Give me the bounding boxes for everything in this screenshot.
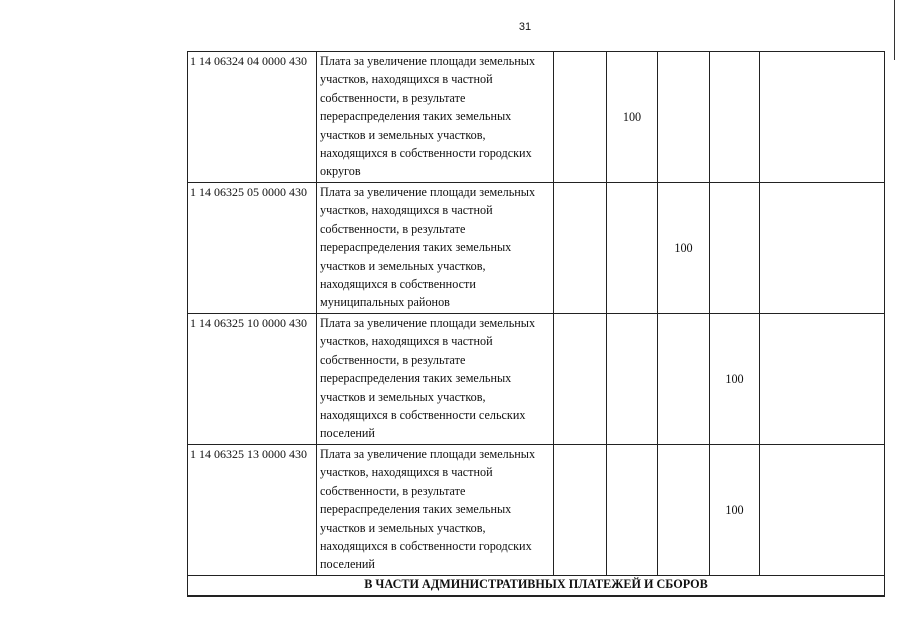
value-cell-1 [554,183,607,314]
value-cell-3 [658,445,710,576]
value-cell-2: 100 [607,52,658,183]
table-row [188,314,885,445]
value-cell-4 [710,183,760,314]
value-cell-2 [607,183,658,314]
value-cell-3 [658,52,710,183]
value-cell-4: 100 [710,445,760,576]
value-cell-2 [607,314,658,445]
table-row [188,52,885,183]
value-cell-4 [710,52,760,183]
revenue-table [187,51,885,597]
value-cell-5 [760,52,885,183]
value-cell-1 [554,314,607,445]
value-cell-1 [554,52,607,183]
description-cell: Плата за увеличение площади земельных участков, находящихся в частной собственности, в результате перераспределения таких земельных участков и земельных участков, находящихся в собственности муниципальных районов [317,183,554,314]
value-cell-2 [607,445,658,576]
value-cell-3 [658,314,710,445]
page-number: 31 [518,21,532,33]
value-cell-5 [760,445,885,576]
description-cell: Плата за увеличение площади земельных участков, находящихся в частной собственности, в результате перераспределения таких земельных участков и земельных участков, находящихся в собственности городских поселений [317,445,554,576]
budget-code-cell: 1 14 06324 04 0000 430 [188,52,317,183]
description-cell: Плата за увеличение площади земельных участков, находящихся в частной собственности, в результате перераспределения таких земельных участков и земельных участков, находящихся в собственности городских округов [317,52,554,183]
table-body [188,52,885,597]
value-cell-5 [760,183,885,314]
revenue-table-container [187,51,884,597]
value-cell-4: 100 [710,314,760,445]
section-heading-row [188,576,885,597]
budget-code-cell: 1 14 06325 05 0000 430 [188,183,317,314]
value-cell-5 [760,314,885,445]
table-row [188,445,885,576]
table-row [188,183,885,314]
description-cell: Плата за увеличение площади земельных участков, находящихся в частной собственности, в результате перераспределения таких земельных участков и земельных участков, находящихся в собственности сельских поселений [317,314,554,445]
budget-code-cell: 1 14 06325 10 0000 430 [188,314,317,445]
section-heading: В ЧАСТИ АДМИНИСТРАТИВНЫХ ПЛАТЕЖЕЙ И СБОРОВ [188,576,885,597]
value-cell-3: 100 [658,183,710,314]
budget-code-cell: 1 14 06325 13 0000 430 [188,445,317,576]
value-cell-1 [554,445,607,576]
